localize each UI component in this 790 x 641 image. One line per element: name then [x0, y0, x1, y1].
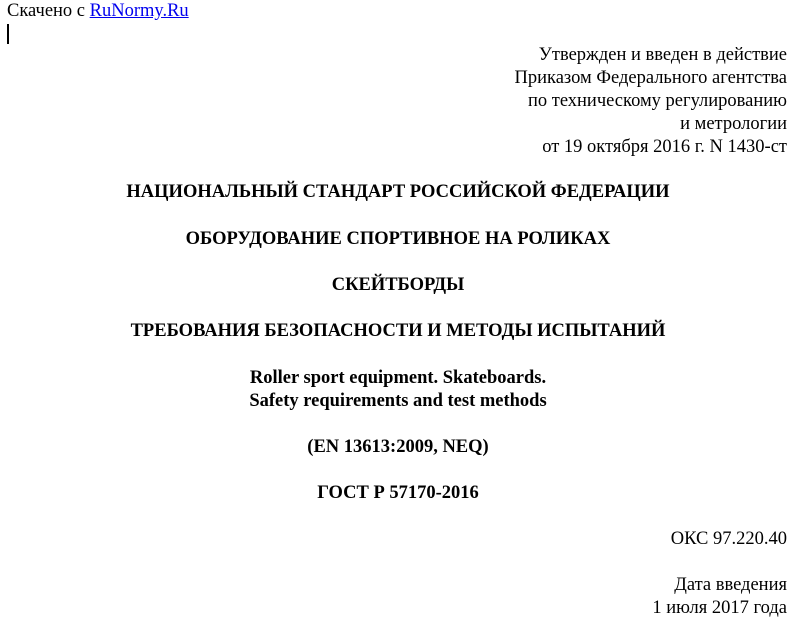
product-heading: СКЕЙТБОРДЫ: [331, 275, 465, 295]
english-title: [0, 367, 790, 413]
approval-block: [515, 44, 788, 159]
approval-line: от 19 октября 2016 г. N 1430-ст: [542, 137, 787, 157]
gost-designation: ГОСТ Р 57170-2016: [317, 483, 479, 503]
approval-line: Приказом Федерального агентства: [514, 68, 787, 88]
text-cursor: [7, 24, 9, 44]
standard-type-heading: НАЦИОНАЛЬНЫЙ СТАНДАРТ РОССИЙСКОЙ ФЕДЕРАЦИИ: [126, 182, 670, 202]
english-title-line: Roller sport equipment. Skateboards.: [249, 368, 547, 388]
source-line: [7, 0, 189, 23]
effective-date-label: Дата введения: [674, 575, 787, 595]
approval-line: по техническому регулированию: [527, 91, 787, 111]
approval-line: Утвержден и введен в действие: [538, 45, 787, 65]
source-prefix: Скачено с: [7, 1, 90, 21]
effective-date-block: [652, 574, 787, 620]
reference-standard: (EN 13613:2009, NEQ): [307, 437, 489, 457]
english-title-line: Safety requirements and test methods: [249, 391, 547, 411]
oks-code: ОКС 97.220.40: [670, 529, 787, 549]
runormy-link[interactable]: RuNormy.Ru: [89, 1, 189, 21]
approval-line: и метрологии: [680, 114, 787, 134]
scope-heading: ТРЕБОВАНИЯ БЕЗОПАСНОСТИ И МЕТОДЫ ИСПЫТАНИЙ: [130, 321, 666, 341]
subject-heading: ОБОРУДОВАНИЕ СПОРТИВНОЕ НА РОЛИКАХ: [185, 229, 611, 249]
effective-date-value: 1 июля 2017 года: [652, 598, 787, 618]
